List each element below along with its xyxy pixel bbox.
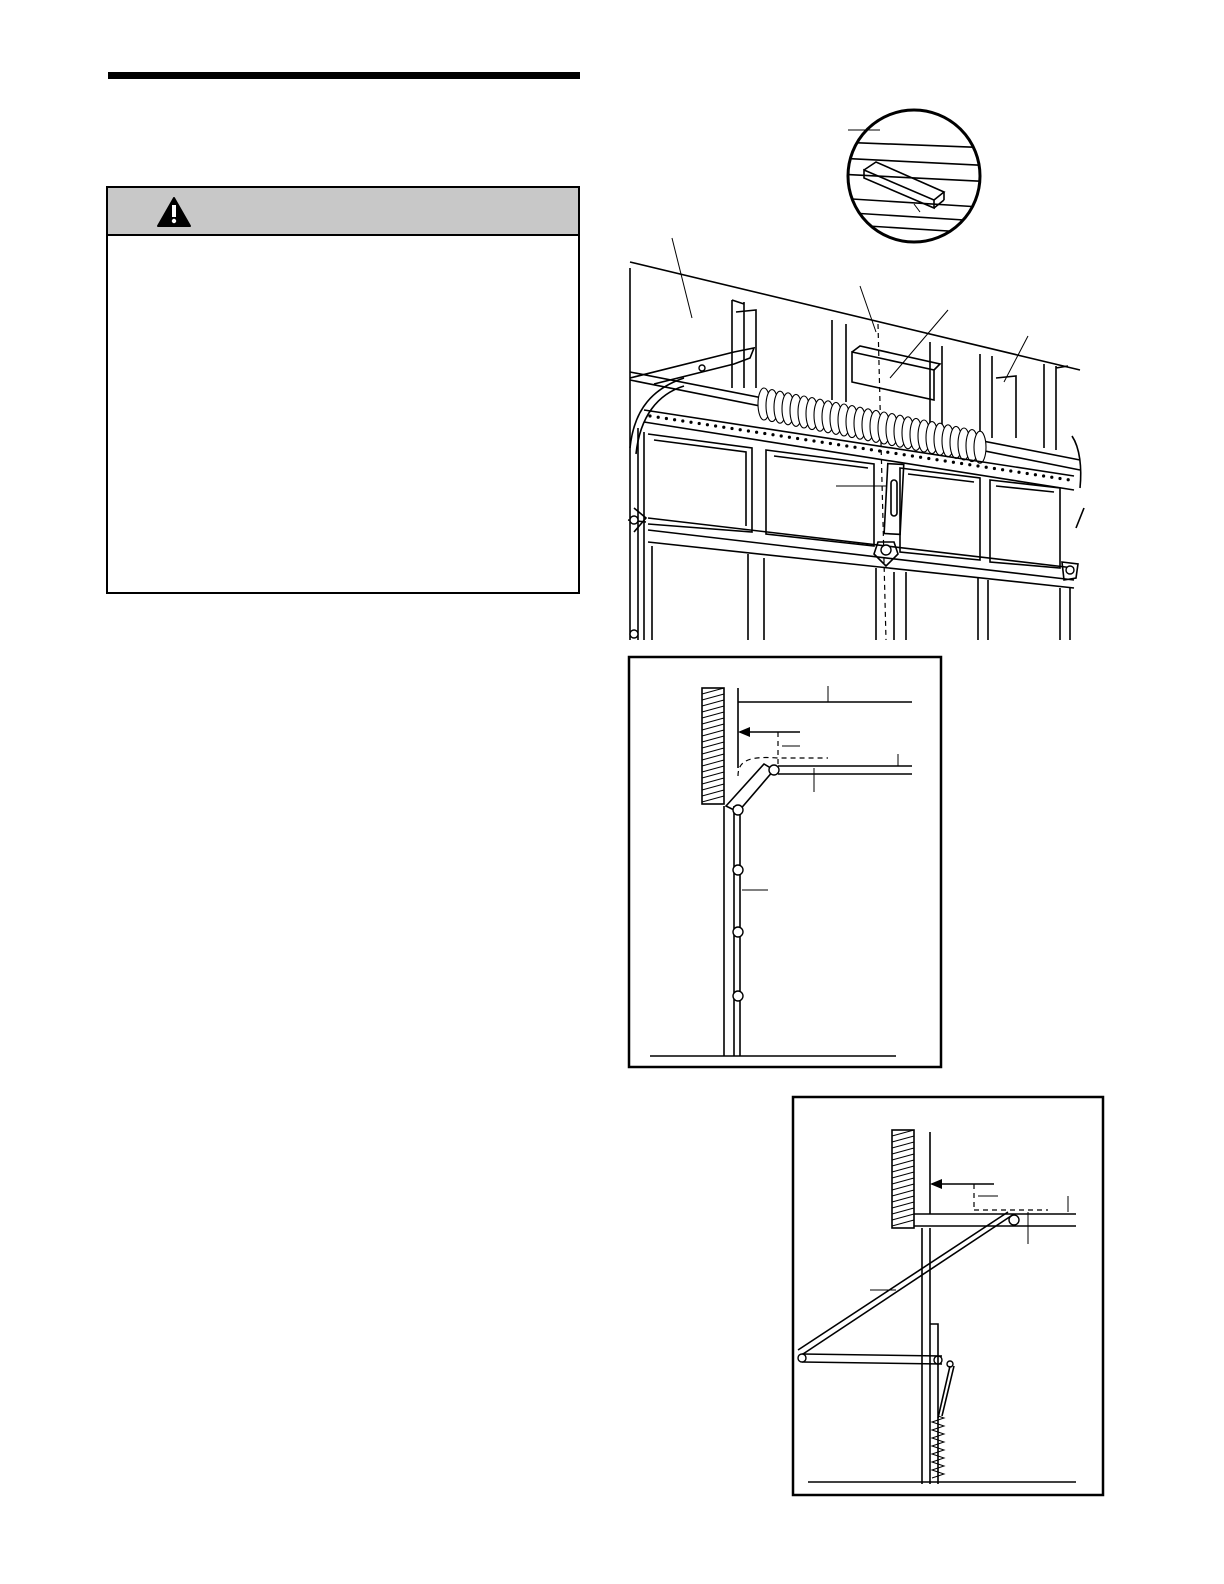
rail-hole: [952, 461, 955, 464]
rail-hole: [1001, 468, 1004, 471]
rail-hole: [944, 459, 947, 462]
warning-triangle-icon: [156, 196, 192, 228]
sectional-door-side-view: [628, 656, 944, 1070]
rail-hole: [903, 453, 906, 456]
rail-hole: [862, 447, 865, 450]
garage-door-header-view: [624, 228, 1084, 640]
rail-hole: [706, 423, 709, 426]
rail-hole: [722, 426, 725, 429]
rail-hole: [1067, 478, 1070, 481]
rail-hole: [1009, 469, 1012, 472]
rail-hole: [1026, 472, 1029, 475]
rail-hole: [804, 438, 807, 441]
rail-hole: [681, 419, 684, 422]
section-title-rule: [108, 72, 580, 79]
rail-hole: [689, 421, 692, 424]
rail-hole: [853, 446, 856, 449]
rail-hole: [788, 436, 791, 439]
warning-header: [108, 188, 578, 236]
rail-hole: [894, 452, 897, 455]
rail-hole: [870, 448, 873, 451]
rail-hole: [845, 444, 848, 447]
rail-hole: [1050, 476, 1053, 479]
rail-hole: [1042, 474, 1045, 477]
rail-hole: [968, 463, 971, 466]
rail-hole: [960, 462, 963, 465]
rail-hole: [763, 432, 766, 435]
rail-hole: [976, 464, 979, 467]
rail-hole: [665, 417, 668, 420]
rail-hole: [1058, 477, 1061, 480]
rail-hole: [886, 451, 889, 454]
rail-hole: [1017, 471, 1020, 474]
rail-hole: [993, 467, 996, 470]
rail-hole: [714, 424, 717, 427]
rail-hole: [755, 431, 758, 434]
rail-hole: [657, 416, 660, 419]
rail-hole: [780, 434, 783, 437]
rail-hole: [821, 441, 824, 444]
rail-hole: [796, 437, 799, 440]
rail-hole: [927, 457, 930, 460]
rail-hole: [919, 456, 922, 459]
spring-coil: [974, 431, 986, 463]
rail-hole: [739, 428, 742, 431]
rail-hole: [935, 458, 938, 461]
warning-box: [106, 186, 580, 594]
one-piece-door-side-view: [792, 1096, 1106, 1498]
rail-hole: [837, 443, 840, 446]
rail-hole: [1034, 473, 1037, 476]
rail-hole: [812, 439, 815, 442]
rail-hole: [730, 427, 733, 430]
rail-hole: [698, 422, 701, 425]
rail-hole: [829, 442, 832, 445]
rail-hole: [911, 454, 914, 457]
rail-hole: [771, 433, 774, 436]
rail-hole: [985, 466, 988, 469]
rail-hole: [673, 418, 676, 421]
rail-hole: [747, 429, 750, 432]
rail-hole: [648, 414, 651, 417]
rail-hole: [878, 449, 881, 452]
